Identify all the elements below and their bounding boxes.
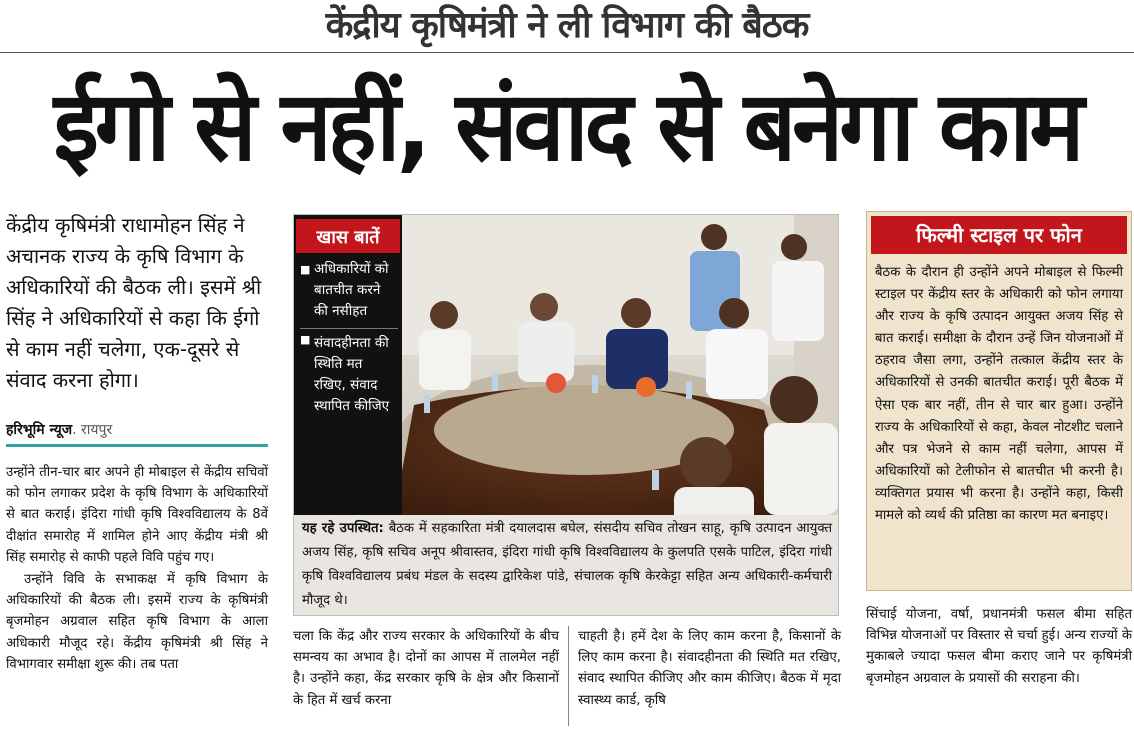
- header-rule: [0, 52, 1134, 53]
- byline-place: . रायपुर: [72, 422, 113, 438]
- byline-source: हरिभूमि न्यूज: [6, 422, 73, 438]
- article-column-1: [6, 462, 268, 675]
- article-column-4: सिंचाई योजना, वर्षा, प्रधानमंत्री फसल बीमा सहित विभिन्न योजनाओं पर विस्तार से चर्चा हुई। अन्य राज्यों के मुकाबले ज्यादा फसल बीमा कराए जाने पर कृषिमंत्री बृजमोहन अग्रवाल के प्रयासों की सराहना की।: [866, 607, 1132, 686]
- lead-paragraph: केंद्रीय कृषिमंत्री राधामोहन सिंह ने अचानक राज्य के कृषि विभाग के अधिकारियों की बैठक ली। इसमें श्री सिंह ने अधिकारियों से कहा कि ईगो से काम नहीं चलेगा, एक-दूसरे से संवाद करना होगा।: [6, 213, 262, 392]
- key-points-box: [294, 215, 402, 515]
- caption-text: बैठक में सहकारिता मंत्री दयालदास बघेल, संसदीय सचिव तोखन साहू, कृषि उत्पादन आयुक्त अजय सिंह, कृषि सचिव अनूप श्रीवास्तव, इंदिरा गांधी कृषि विश्वविद्यालय के कुलपति एसके पाटिल, इंदिरा गांधी कृषि विश्वविद्यालय प्रबंध मंडल के सदस्य द्वारिकेश पांडे, संचालक कृषि केरकेट्टा सहित अन्य अधिकारी-कर्मचारी मौजूद थे।: [302, 521, 832, 608]
- column1-paragraph-1: उन्होंने तीन-चार बार अपने ही मोबाइल से केंद्रीय सचिवों को फोन लगाकर प्रदेश के कृषि विभाग के अधिकारियों से बात कराई। इंदिरा गांधी कृषि विश्वविद्यालय के 8वें दीक्षांत समारोह में शामिल होने आए केंद्रीय मंत्री श्री सिंह समारोह से काफी पहले विवि पहुंच गए।: [6, 465, 268, 565]
- sidebar-body: बैठक के दौरान ही उन्होंने अपने मोबाइल से फिल्मी स्टाइल पर केंद्रीय स्तर के अधिकारी को फोन लगाया और राज्य के कृषि उत्पादन आयुक्त अजय सिंह से बात कराई। समीक्षा के दौरान उन्हें जिन योजनाओं में ठहराव जैसा लगा, उन्होंने तत्काल केंद्रीय स्तर के अधिकारियों से उनकी बातचीत कराई। पूरी बैठक में ऐसा एक बार नहीं, तीन से चार बार हुआ। उन्होंने राज्य के अधिकारियों से कहा, केवल नोटशीट चलाने और पत्र भेजने से काम नहीं चलेगा, आपस में अधिकारियों को टेलीफोन से बातचीत भी करनी है। व्यक्तिगत प्रयास भी करना है। उन्होंने कहा, किसी मामले को व्यर्थ की प्रतिष्ठा का कारण मत बनाइए।: [875, 265, 1123, 524]
- key-points-title: खास बातें: [296, 219, 400, 253]
- article-column-2: चला कि केंद्र और राज्य सरकार के अधिकारियों के बीच समन्वय का अभाव है। दोनों का आपस में तालमेल नहीं है। उन्होंने कहा, केंद्र सरकार कृषि के क्षेत्र और किसानों के हित में खर्च करना: [293, 629, 559, 708]
- photo-box: [293, 214, 839, 616]
- sidebar-title: फिल्मी स्टाइल पर फोन: [871, 216, 1127, 254]
- photo-caption: [302, 517, 832, 613]
- key-points-list: [300, 259, 398, 417]
- key-point-item: ■ संवादहीनता की स्थिति मत रखिए, संवाद स्थापित कीजिए: [300, 328, 398, 417]
- article-column-3: चाहती है। हमें देश के लिए काम करना है, किसानों के लिए काम करना है। संवादहीनता की स्थिति मत रखिए, संवाद स्थापित कीजिए और काम कीजिए। बैठक में मृदा स्वास्थ्य कार्ड, कृषि: [578, 629, 841, 708]
- column1-paragraph-2: उन्होंने विवि के सभाकक्ष में कृषि विभाग के अधिकारियों की बैठक ली। इसमें राज्य के कृषिमंत्री बृजमोहन अग्रवाल सहित कृषि विभाग के आला अधिकारी मौजूद रहे। केंद्रीय कृषिमंत्री श्री सिंह ने विभागवार समीक्षा शुरू की। तब पता: [6, 572, 268, 672]
- main-headline: ईगो से नहीं, संवाद से बनेगा काम: [53, 70, 1081, 183]
- sidebar-box: [866, 211, 1132, 591]
- key-point-item: ■ अधिकारियों को बातचीत करने की नसीहत: [300, 259, 398, 322]
- byline-rule: [6, 444, 268, 447]
- caption-label: यह रहे उपस्थित:: [302, 521, 384, 536]
- byline: [6, 418, 268, 442]
- kicker-headline: केंद्रीय कृषिमंत्री ने ली विभाग की बैठक: [325, 5, 809, 46]
- column-divider: [568, 626, 569, 726]
